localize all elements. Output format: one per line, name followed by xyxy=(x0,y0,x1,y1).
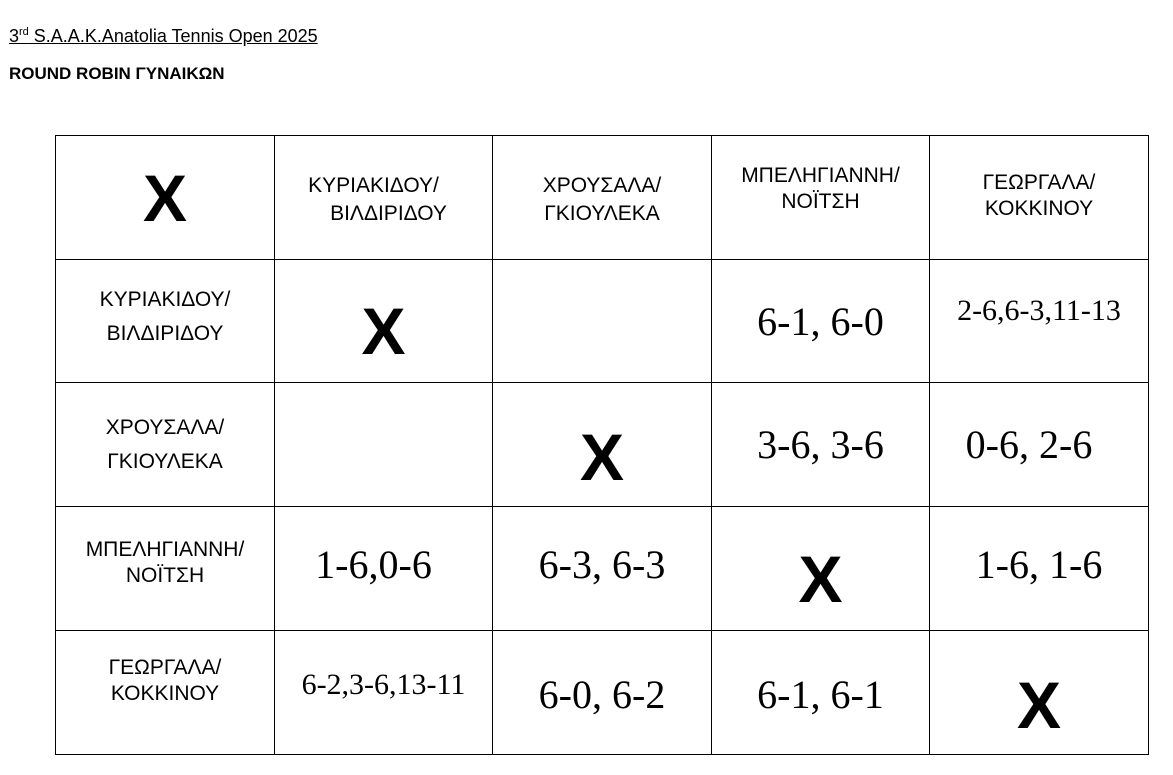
column-header-line1: ΓΕΩΡΓΑΛΑ/ xyxy=(982,171,1096,195)
column-header-georgala-kokkinou xyxy=(930,136,1149,260)
round-robin-subtitle: ROUND ROBIN ΓΥΝΑΙΚΩΝ xyxy=(9,64,225,83)
row-header-belegianni-noitsi xyxy=(56,507,275,631)
row-header-line1: ΚΥΡΙΑΚΙΔΟΥ/ xyxy=(99,288,231,312)
result-cell xyxy=(493,631,712,755)
match-score: 6-1, 6-0 xyxy=(757,298,884,344)
result-cell xyxy=(275,631,493,755)
row-header-line2: ΓΚΙΟΥΛΕΚΑ xyxy=(107,449,223,473)
result-cell xyxy=(712,383,930,507)
header-row xyxy=(56,136,1149,260)
row-header-line1: ΧΡΟΥΣΑΛΑ/ xyxy=(105,415,225,439)
column-header-line2: ΒΙΛΔΙΡΙΔΟΥ xyxy=(330,201,447,225)
result-cell xyxy=(493,383,712,507)
match-score: 2-6,6-3,11-13 xyxy=(957,294,1121,327)
result-cell xyxy=(275,260,493,383)
row-header-georgala-kokkinou xyxy=(56,631,275,755)
self-match-x-mark: X xyxy=(361,294,406,368)
column-header-line1: ΜΠΕΛΗΓΙΑΝΝΗ/ xyxy=(741,164,900,188)
row-header-line1: ΓΕΩΡΓΑΛΑ/ xyxy=(108,656,222,680)
self-match-x-mark: X xyxy=(579,419,625,494)
match-score: 6-0, 6-2 xyxy=(538,672,666,717)
self-match-x-mark: X xyxy=(798,541,843,616)
result-cell xyxy=(493,260,712,383)
row-header-line2: ΚΟΚΚΙΝΟΥ xyxy=(110,681,220,705)
column-header-belegianni-noitsi xyxy=(712,136,930,260)
match-score: 6-2,3-6,13-11 xyxy=(301,667,466,701)
corner-x-mark: X xyxy=(142,160,188,235)
row-header-line2: ΒΙΛΔΙΡΙΔΟΥ xyxy=(106,322,224,345)
match-score: 6-1, 6-1 xyxy=(757,672,884,717)
column-header-line1: ΚΥΡΙΑΚΙΔΟΥ/ xyxy=(308,174,439,198)
row-header-line2: ΝΟΪΤΣΗ xyxy=(125,563,205,587)
result-cell xyxy=(275,507,493,631)
column-header-kyriakidou-vildiridou xyxy=(275,136,493,260)
result-cell xyxy=(275,383,493,507)
match-score: 3-6, 3-6 xyxy=(757,422,884,467)
tournament-title: 3rd S.A.A.K.Anatolia Tennis Open 2025 xyxy=(9,26,318,46)
result-cell xyxy=(712,260,930,383)
result-cell xyxy=(930,260,1149,383)
column-header-chrousala-gkioulека xyxy=(493,136,712,260)
result-cell xyxy=(930,383,1149,507)
result-cell xyxy=(930,631,1149,755)
round-robin-table xyxy=(55,135,1149,755)
result-cell xyxy=(493,507,712,631)
match-score: 1-6, 1-6 xyxy=(975,542,1103,587)
table-row xyxy=(56,260,1149,383)
row-header-kyriakidou-vildiridou xyxy=(56,260,275,383)
match-score: 6-3, 6-3 xyxy=(538,542,666,587)
table-row xyxy=(56,631,1149,755)
result-cell xyxy=(930,507,1149,631)
column-header-line1: ΧΡΟΥΣΑΛΑ/ xyxy=(542,174,662,198)
row-header-chrousala-gkioulека xyxy=(56,383,275,507)
table-row xyxy=(56,507,1149,631)
result-cell xyxy=(712,507,930,631)
corner-cell xyxy=(56,136,275,260)
table-row xyxy=(56,383,1149,507)
match-score: 0-6, 2-6 xyxy=(965,422,1093,467)
row-header-line1: ΜΠΕΛΗΓΙΑΝΝΗ/ xyxy=(85,538,245,562)
column-header-line2: ΓΚΙΟΥΛΕΚΑ xyxy=(544,201,660,225)
self-match-x-mark: X xyxy=(1016,667,1062,742)
match-score: 1-6,0-6 xyxy=(315,542,432,587)
column-header-line2: ΚΟΚΚΙΝΟΥ xyxy=(984,196,1094,220)
result-cell xyxy=(712,631,930,755)
column-header-line2: ΝΟΪΤΣΗ xyxy=(781,189,860,213)
